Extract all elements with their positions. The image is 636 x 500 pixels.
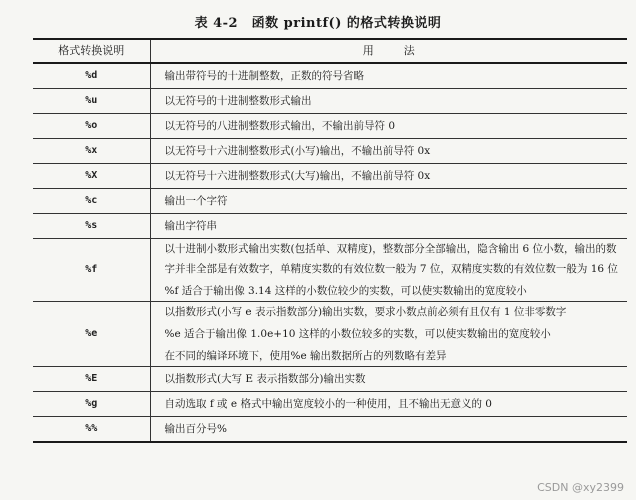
table-row <box>33 164 627 189</box>
table-row <box>33 392 627 417</box>
table-row <box>33 63 627 89</box>
description-paragraph: 在不同的编译环境下，使用%e 输出数据所占的列数略有差异 <box>164 350 447 362</box>
table-row <box>33 114 627 139</box>
header-usage: 用法 <box>150 39 627 63</box>
table-row <box>33 302 627 367</box>
format-specifier: %X <box>33 164 150 189</box>
description-paragraph: 输出一个字符 <box>164 195 228 207</box>
description-paragraph: 以无符号的八进制整数形式输出，不输出前导符 0 <box>164 120 396 132</box>
format-specifier: %% <box>33 417 150 443</box>
format-specifier: %g <box>33 392 150 417</box>
description-paragraph: 以指数形式(小写 e 表示指数部分)输出实数，要求小数点前必须有且仅有 1 位非零数字 <box>164 306 567 318</box>
format-description <box>150 164 627 189</box>
format-specifier: %o <box>33 114 150 139</box>
description-paragraph: 自动选取 f 或 e 格式中输出宽度较小的一种使用，且不输出无意义的 0 <box>164 398 492 410</box>
table-row <box>33 367 627 392</box>
description-paragraph: 以无符号的十进制整数形式输出 <box>164 95 312 107</box>
format-specifier: %e <box>33 302 150 367</box>
table-header-row <box>33 39 627 63</box>
format-specifier: %x <box>33 139 150 164</box>
description-paragraph: 以指数形式(大写 E 表示指数部分)输出实数 <box>164 373 366 385</box>
format-specifier: %d <box>33 63 150 89</box>
description-paragraph: 以无符号十六进制整数形式(小写)输出，不输出前导符 0x <box>164 145 431 157</box>
format-specifier: %s <box>33 214 150 239</box>
table-row <box>33 89 627 114</box>
description-paragraph: %e 适合于输出像 1.0e+10 这样的小数位较多的实数，可以使实数输出的宽度较小 <box>164 328 551 340</box>
description-paragraph: %f 适合于输出像 3.14 这样的小数位较少的实数，可以使实数输出的宽度较小 <box>164 285 527 297</box>
format-description <box>150 63 627 89</box>
table-row <box>33 139 627 164</box>
description-paragraph: 输出百分号% <box>164 423 227 435</box>
format-description <box>150 239 627 302</box>
format-specifier: %c <box>33 189 150 214</box>
description-paragraph: 输出字符串 <box>164 220 217 232</box>
format-description <box>150 392 627 417</box>
header-spec: 格式转换说明 <box>33 39 150 63</box>
table-row <box>33 189 627 214</box>
watermark: CSDN @xy2399 <box>537 481 624 494</box>
table-row <box>33 417 627 443</box>
table-caption: 表 4-2 函数 printf() 的格式转换说明 <box>194 16 442 31</box>
description-paragraph: 以无符号十六进制整数形式(大写)输出，不输出前导符 0x <box>164 170 431 182</box>
description-paragraph: 以十进制小数形式输出实数(包括单、双精度)，整数部分全部输出，隐含输出 6 位小数，输出的数字并非全部是有效数字，单精度实数的有效位数一般为 7 位，双精度实数的有效位数一般为 16 位 <box>164 243 618 275</box>
format-description <box>150 302 627 367</box>
format-description <box>150 89 627 114</box>
format-specifier: %f <box>33 239 150 302</box>
format-spec-table-container <box>33 38 627 443</box>
table-row <box>33 214 627 239</box>
format-description <box>150 367 627 392</box>
table-body <box>33 63 627 442</box>
format-description <box>150 417 627 443</box>
format-description <box>150 214 627 239</box>
format-specifier: %u <box>33 89 150 114</box>
table-row <box>33 239 627 302</box>
format-description <box>150 189 627 214</box>
format-spec-table <box>33 38 627 443</box>
format-specifier: %E <box>33 367 150 392</box>
format-description <box>150 114 627 139</box>
format-description <box>150 139 627 164</box>
description-paragraph: 输出带符号的十进制整数，正数的符号省略 <box>164 70 364 82</box>
